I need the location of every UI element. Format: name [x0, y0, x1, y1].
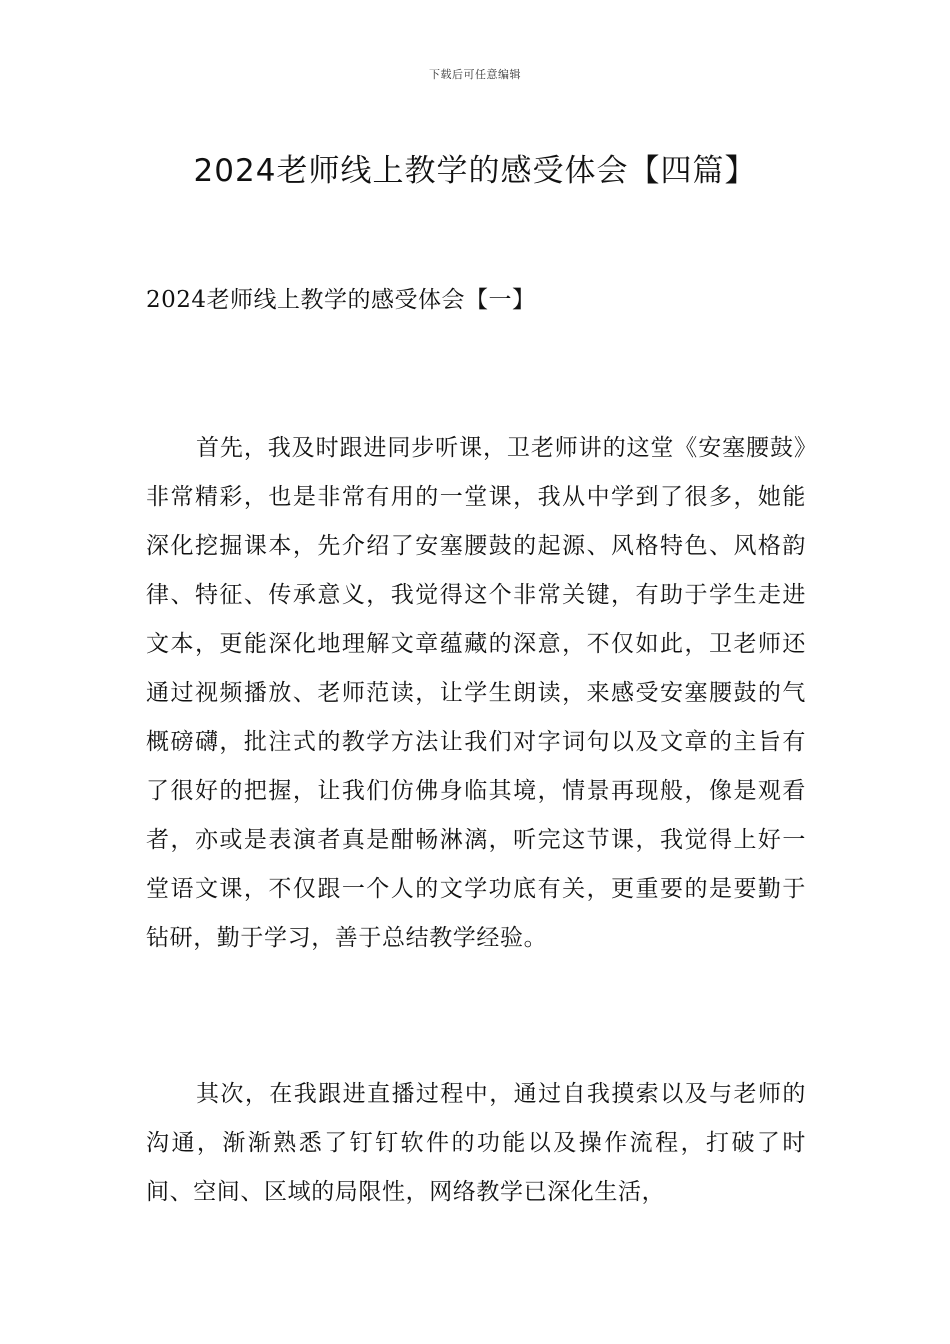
paragraph-2: 其次，在我跟进直播过程中，通过自我摸索以及与老师的沟通，渐渐熟悉了钉钉软件的功能以及操作流程，打破了时间、空间、区域的局限性，网络教学已深化生活， [146, 1081, 806, 1205]
paragraph-1: 首先，我及时跟进同步听课，卫老师讲的这堂《安塞腰鼓》非常精彩，也是非常有用的一堂课，我从中学到了很多，她能深化挖掘课本，先介绍了安塞腰鼓的起源、风格特色、风格韵律、特征、传承意义，我觉得这个非常关键，有助于学生走进文本，更能深化地理解文章蕴藏的深意，不仅如此，卫老师还通过视频播放、老师范读，让学生朗读，来感受安塞腰鼓的气概磅礴，批注式的教学方法让我们对字词句以及文章的主旨有了很好的把握，让我们仿佛身临其境，情景再现般，像是观看者，亦或是表演者真是酣畅淋漓，听完这节课，我觉得上好一堂语文课，不仅跟一个人的文学功底有关，更重要的是要勤于钻研，勤于学习，善于总结教学经验。 [146, 435, 806, 951]
section-title: 2024老师线上教学的感受体会【一】 [146, 287, 536, 313]
header-note: 下载后可任意编辑 [429, 68, 521, 81]
document-title: 2024老师线上教学的感受体会【四篇】 [193, 152, 757, 189]
